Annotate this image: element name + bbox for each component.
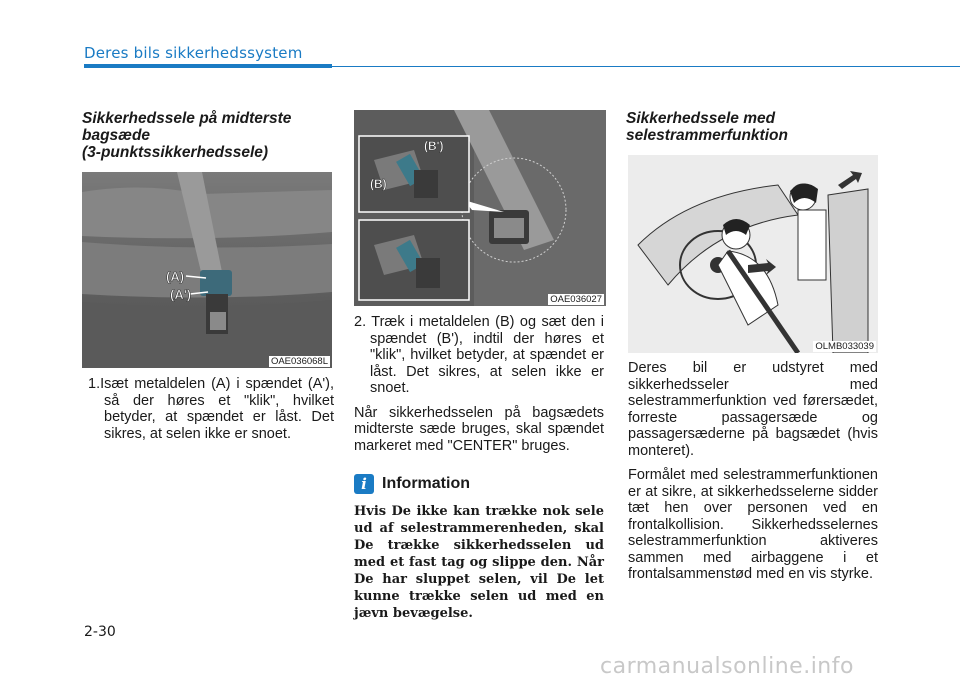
image-code: OAE036068L xyxy=(270,356,328,367)
step-2-text: 2. Træk i metaldelen (B) og sæt den i spændet (B'), indtil der høres et "klik", hvilket betyder, at spændet er låst. Det sikres, at selen ikke er snoet. xyxy=(354,314,604,396)
section-title: Deres bils sikkerhedssystem xyxy=(84,44,303,62)
right-heading-line2: selestrammerfunktion xyxy=(626,127,788,144)
label-b: (B) xyxy=(370,177,387,191)
info-body: Hvis De ikke kan trække nok sele ud af selestrammerenheden, skal De trække sikkerhedsselen ud med et fast tag og slippe den. Når De har sluppet selen, vil De let kunne trække selen ud med en jævn bevægelse. xyxy=(354,504,604,621)
pretensioner-paragraph-1: Deres bil er udstyret med sikkerhedsseler med selestrammerfunktion ved førersædet, forreste passagersæde og passagersæderne på bagsædet (hvis monteret). xyxy=(628,360,878,459)
seatbelt-buckle-image-a xyxy=(82,172,332,368)
left-heading-line3: (3-punktssikkerhedssele) xyxy=(82,144,269,161)
info-icon: i xyxy=(354,474,374,494)
left-heading-line2: bagsæde xyxy=(82,127,151,144)
header-rule-thin xyxy=(332,66,960,67)
image-code: OAE036027 xyxy=(550,294,602,305)
middle-text xyxy=(354,314,604,622)
image-code: OLMB033039 xyxy=(815,341,874,352)
page-number: 2-30 xyxy=(84,624,116,640)
pretensioner-image xyxy=(628,155,878,353)
info-box xyxy=(354,474,604,622)
label-b-prime: (B') xyxy=(424,139,444,153)
right-heading xyxy=(626,110,878,144)
pretensioner-paragraph-2: Formålet med selestrammerfunktionen er at sikre, at sikkerhedsselerne sidder tæt hen over personen ved en frontalkollision. Sikkerhedsselernes selestrammerfunktion aktiveres sammen med airbaggene i et frontalsammenstød med en vis styrke. xyxy=(628,467,878,582)
right-heading-line1: Sikkerhedssele med xyxy=(626,110,776,127)
pretensioner-illustration xyxy=(628,155,878,353)
info-header xyxy=(354,474,604,494)
info-title: Information xyxy=(382,475,470,492)
left-heading-line1: Sikkerhedssele på midterste xyxy=(82,110,292,127)
seatbelt-buckle-illustration xyxy=(82,172,332,368)
seatbelt-buckle-image-b xyxy=(354,110,606,306)
header-rule-thick xyxy=(84,64,332,68)
watermark: carmanualsonline.info xyxy=(600,654,854,679)
seatbelt-center-buckle-illustration xyxy=(354,110,606,306)
step-1-text: 1.Isæt metaldelen (A) i spændet (A'), så der høres et "klik", hvilket betyder, at spændet er låst. Det sikres, at selen ikke er snoet. xyxy=(88,376,334,442)
left-step xyxy=(88,376,334,442)
left-heading xyxy=(82,110,334,161)
label-a: (A) xyxy=(166,269,185,284)
right-text xyxy=(628,360,878,583)
label-a-prime: (A') xyxy=(170,287,192,302)
center-buckle-paragraph: Når sikkerhedsselen på bagsædets midterste sæde bruges, skal spændet markeret med "CENTER" bruges. xyxy=(354,404,604,454)
